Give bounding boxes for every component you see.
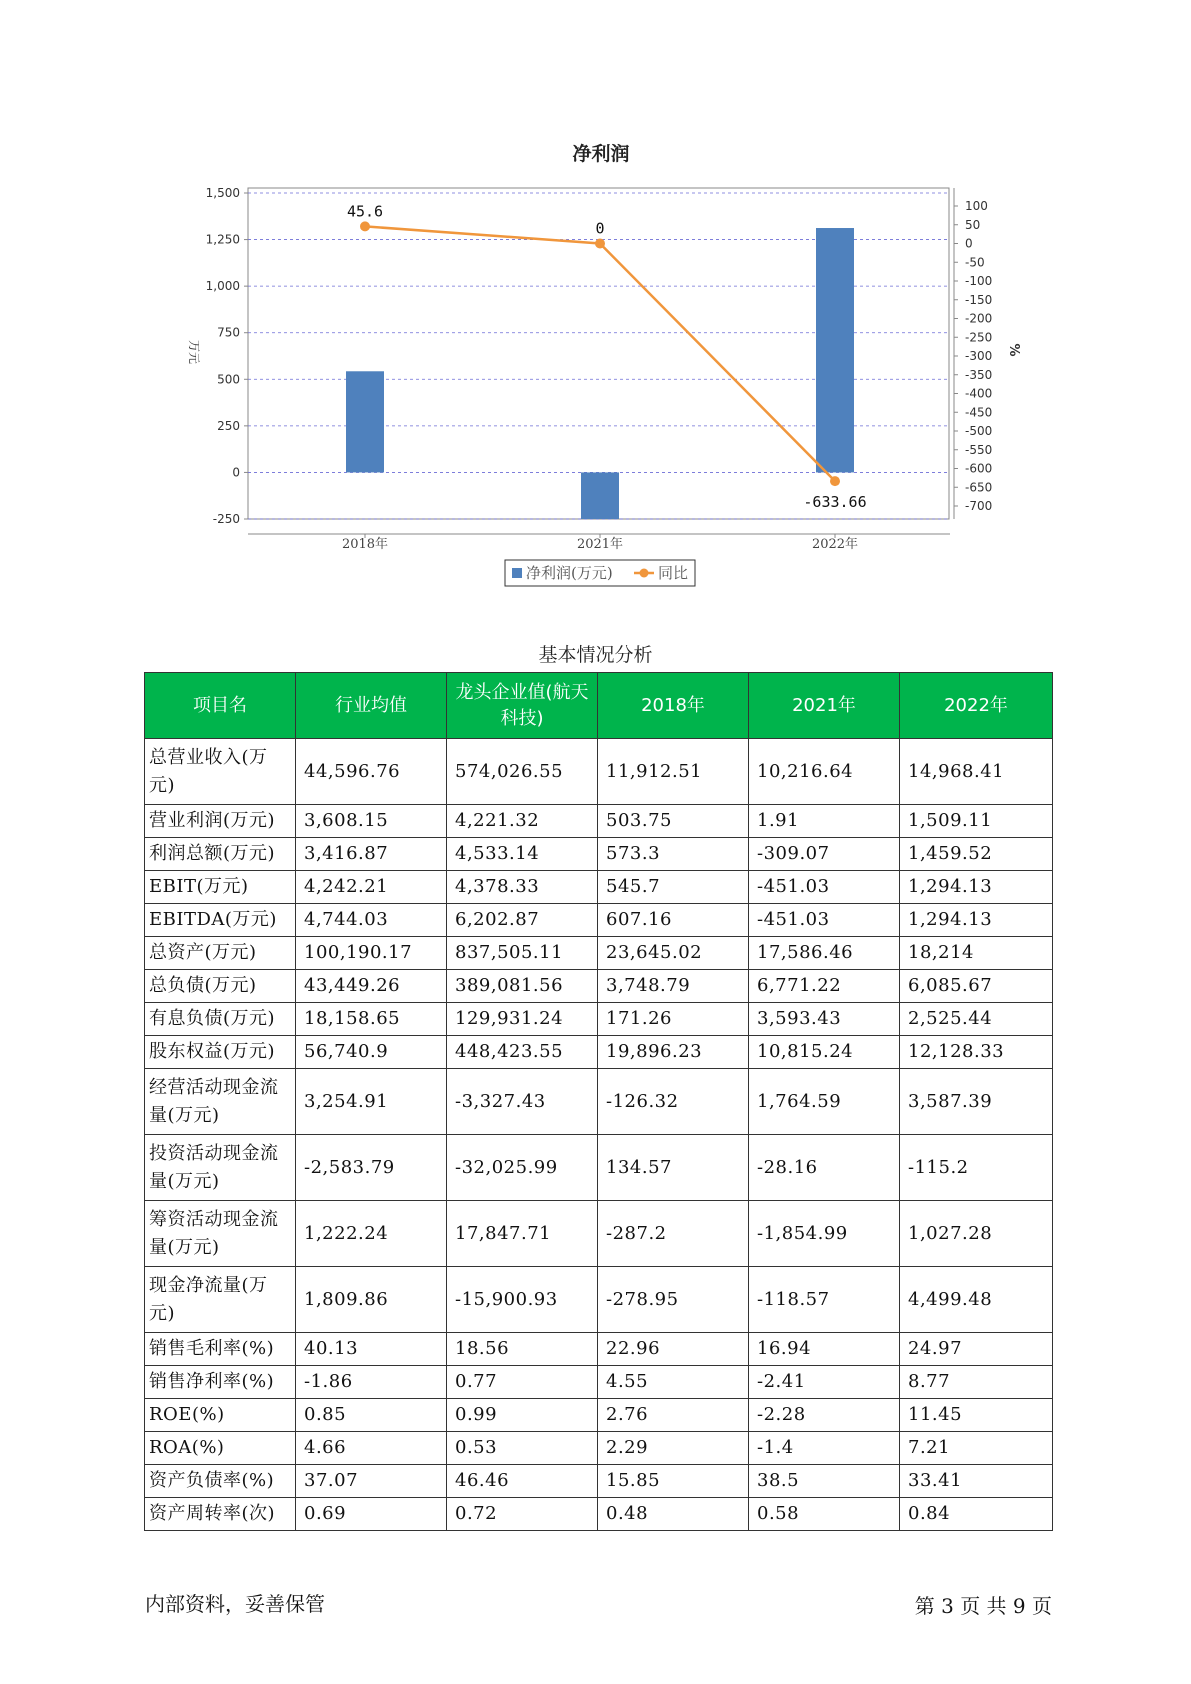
table-cell: 1,294.13 xyxy=(900,871,1053,904)
y-tick-label-right: 0 xyxy=(965,236,973,251)
table-cell: 1,222.24 xyxy=(296,1201,447,1267)
net-profit-chart xyxy=(0,0,1191,600)
table-row xyxy=(145,1432,1053,1465)
table-row xyxy=(145,1498,1053,1531)
legend-line-label: 同比 xyxy=(658,564,689,582)
table-cell: 0.48 xyxy=(598,1498,749,1531)
table-cell: 0.84 xyxy=(900,1498,1053,1531)
table-cell: -28.16 xyxy=(749,1135,900,1201)
table-cell: 1,509.11 xyxy=(900,805,1053,838)
table-cell: 11.45 xyxy=(900,1399,1053,1432)
row-label: 总资产(万元) xyxy=(145,937,296,970)
table-row xyxy=(145,970,1053,1003)
yoy-line xyxy=(365,226,835,481)
table-row xyxy=(145,1135,1053,1201)
table-cell: 3,254.91 xyxy=(296,1069,447,1135)
column-header: 2018年 xyxy=(598,673,749,739)
row-label: 总营业收入(万元) xyxy=(145,739,296,805)
row-label: 资产周转率(次) xyxy=(145,1498,296,1531)
y-axis-title-right: % xyxy=(1006,343,1021,357)
table-row xyxy=(145,1267,1053,1333)
table-cell: -15,900.93 xyxy=(447,1267,598,1333)
table-cell: 0.53 xyxy=(447,1432,598,1465)
table-cell: 22.96 xyxy=(598,1333,749,1366)
table-cell: -2,583.79 xyxy=(296,1135,447,1201)
table-cell: 37.07 xyxy=(296,1465,447,1498)
column-header: 行业均值 xyxy=(296,673,447,739)
column-header: 龙头企业值(航天科技) xyxy=(447,673,598,739)
table-cell: -1,854.99 xyxy=(749,1201,900,1267)
y-tick-label-left: 250 xyxy=(217,418,240,433)
table-cell: 448,423.55 xyxy=(447,1036,598,1069)
table-row xyxy=(145,1069,1053,1135)
y-tick-label-left: -250 xyxy=(212,512,240,526)
table-row xyxy=(145,838,1053,871)
table-cell: 2,525.44 xyxy=(900,1003,1053,1036)
y-tick-label-right: -500 xyxy=(965,424,993,438)
x-tick-label: 2018年 xyxy=(341,537,389,552)
table-row xyxy=(145,1366,1053,1399)
table-cell: 11,912.51 xyxy=(598,739,749,805)
table-cell: 2.76 xyxy=(598,1399,749,1432)
y-tick-label-right: -350 xyxy=(965,367,993,382)
table-row xyxy=(145,805,1053,838)
table-cell: 4.55 xyxy=(598,1366,749,1399)
table-cell: -115.2 xyxy=(900,1135,1053,1201)
y-tick-label-right: -450 xyxy=(965,405,993,420)
column-header: 2021年 xyxy=(749,673,900,739)
net-profit-bar xyxy=(346,371,384,472)
table-title: 基本情况分析 xyxy=(538,644,653,666)
chart-title: 净利润 xyxy=(572,143,630,165)
table-cell: 389,081.56 xyxy=(447,970,598,1003)
table-cell: 17,586.46 xyxy=(749,937,900,970)
y-tick-label-left: 750 xyxy=(217,325,240,340)
table-cell: 1,809.86 xyxy=(296,1267,447,1333)
y-tick-label-right: -400 xyxy=(965,386,993,401)
table-cell: 4,744.03 xyxy=(296,904,447,937)
y-tick-label-right: -50 xyxy=(965,255,985,270)
table-row xyxy=(145,904,1053,937)
table-cell: 2.29 xyxy=(598,1432,749,1465)
table-cell: -3,327.43 xyxy=(447,1069,598,1135)
y-tick-label-right: -600 xyxy=(965,461,993,476)
table-cell: -126.32 xyxy=(598,1069,749,1135)
table-cell: 3,587.39 xyxy=(900,1069,1053,1135)
table-cell: 0.85 xyxy=(296,1399,447,1432)
table-cell: -32,025.99 xyxy=(447,1135,598,1201)
table-cell: -2.41 xyxy=(749,1366,900,1399)
table-cell: 1.91 xyxy=(749,805,900,838)
y-tick-label-left: 0 xyxy=(232,465,240,480)
table-cell: -287.2 xyxy=(598,1201,749,1267)
table-cell: 4,221.32 xyxy=(447,805,598,838)
y-tick-label-right: -550 xyxy=(965,442,993,457)
table-cell: 19,896.23 xyxy=(598,1036,749,1069)
table-cell: 40.13 xyxy=(296,1333,447,1366)
table-header-row xyxy=(145,673,1053,739)
row-label: 利润总额(万元) xyxy=(145,838,296,871)
column-header: 项目名 xyxy=(145,673,296,739)
y-axis-title-left: 万元 xyxy=(187,339,201,365)
table-cell: 7.21 xyxy=(900,1432,1053,1465)
y-tick-label-right: -200 xyxy=(965,311,993,326)
table-cell: 16.94 xyxy=(749,1333,900,1366)
table-cell: 0.72 xyxy=(447,1498,598,1531)
row-label: 资产负债率(%) xyxy=(145,1465,296,1498)
table-cell: 33.41 xyxy=(900,1465,1053,1498)
y-tick-label-left: 1,250 xyxy=(205,232,240,247)
table-cell: 4,242.21 xyxy=(296,871,447,904)
table-cell: 0.99 xyxy=(447,1399,598,1432)
table-row xyxy=(145,1201,1053,1267)
table-cell: 17,847.71 xyxy=(447,1201,598,1267)
table-cell: 6,202.87 xyxy=(447,904,598,937)
y-tick-label-right: -100 xyxy=(965,274,993,288)
table-cell: 46.46 xyxy=(447,1465,598,1498)
y-tick-label-left: 1,500 xyxy=(205,186,240,200)
row-label: ROA(%) xyxy=(145,1432,296,1465)
table-cell: 573.3 xyxy=(598,838,749,871)
analysis-table xyxy=(144,672,1053,1531)
table-cell: -451.03 xyxy=(749,904,900,937)
row-label: 股东权益(万元) xyxy=(145,1036,296,1069)
y-tick-label-right: 100 xyxy=(965,199,988,213)
row-label: 现金净流量(万元) xyxy=(145,1267,296,1333)
table-row xyxy=(145,1399,1053,1432)
table-cell: 6,771.22 xyxy=(749,970,900,1003)
table-cell: 0.77 xyxy=(447,1366,598,1399)
table-cell: 171.26 xyxy=(598,1003,749,1036)
x-tick-label: 2021年 xyxy=(576,537,624,552)
y-tick-label-right: -650 xyxy=(965,480,993,495)
table-cell: 3,748.79 xyxy=(598,970,749,1003)
table-cell: 3,608.15 xyxy=(296,805,447,838)
table-cell: 503.75 xyxy=(598,805,749,838)
table-cell: 8.77 xyxy=(900,1366,1053,1399)
y-tick-label-right: -250 xyxy=(965,330,993,345)
yoy-point xyxy=(830,476,840,486)
table-cell: 6,085.67 xyxy=(900,970,1053,1003)
table-cell: -278.95 xyxy=(598,1267,749,1333)
table-cell: 24.97 xyxy=(900,1333,1053,1366)
column-header: 2022年 xyxy=(900,673,1053,739)
table-cell: 44,596.76 xyxy=(296,739,447,805)
table-cell: 38.5 xyxy=(749,1465,900,1498)
row-label: 营业利润(万元) xyxy=(145,805,296,838)
table-cell: 545.7 xyxy=(598,871,749,904)
net-profit-bar xyxy=(816,228,854,472)
x-tick-label: 2022年 xyxy=(811,537,859,552)
table-cell: 129,931.24 xyxy=(447,1003,598,1036)
table-cell: 0.58 xyxy=(749,1498,900,1531)
yoy-data-label: 0 xyxy=(595,219,605,238)
footer-confidential-note: 内部资料，妥善保管 xyxy=(145,1592,325,1616)
y-tick-label-left: 1,000 xyxy=(205,279,240,294)
row-label: 总负债(万元) xyxy=(145,970,296,1003)
row-label: 有息负债(万元) xyxy=(145,1003,296,1036)
table-cell: -2.28 xyxy=(749,1399,900,1432)
table-cell: 100,190.17 xyxy=(296,937,447,970)
table-cell: -1.86 xyxy=(296,1366,447,1399)
table-cell: 3,593.43 xyxy=(749,1003,900,1036)
legend-bar-swatch xyxy=(512,568,522,578)
table-row xyxy=(145,871,1053,904)
table-cell: 23,645.02 xyxy=(598,937,749,970)
row-label: 筹资活动现金流量(万元) xyxy=(145,1201,296,1267)
yoy-data-label: 45.6 xyxy=(346,202,384,221)
table-cell: 43,449.26 xyxy=(296,970,447,1003)
yoy-point xyxy=(595,239,605,249)
y-tick-label-right: -700 xyxy=(965,499,993,513)
table-cell: 56,740.9 xyxy=(296,1036,447,1069)
yoy-point xyxy=(360,221,370,231)
table-row xyxy=(145,1465,1053,1498)
table-row xyxy=(145,937,1053,970)
table-cell: 837,505.11 xyxy=(447,937,598,970)
table-cell: -309.07 xyxy=(749,838,900,871)
table-cell: 14,968.41 xyxy=(900,739,1053,805)
table-cell: 4,533.14 xyxy=(447,838,598,871)
row-label: 经营活动现金流量(万元) xyxy=(145,1069,296,1135)
y-tick-label-right: 50 xyxy=(965,217,981,232)
y-tick-label-right: -300 xyxy=(965,349,993,363)
table-cell: 1,459.52 xyxy=(900,838,1053,871)
table-cell: 4.66 xyxy=(296,1432,447,1465)
table-cell: 3,416.87 xyxy=(296,838,447,871)
table-cell: -1.4 xyxy=(749,1432,900,1465)
table-cell: 1,294.13 xyxy=(900,904,1053,937)
table-cell: 18,214 xyxy=(900,937,1053,970)
table-cell: 18,158.65 xyxy=(296,1003,447,1036)
row-label: 投资活动现金流量(万元) xyxy=(145,1135,296,1201)
table-cell: 10,815.24 xyxy=(749,1036,900,1069)
table-cell: -451.03 xyxy=(749,871,900,904)
table-row xyxy=(145,1333,1053,1366)
table-cell: 0.69 xyxy=(296,1498,447,1531)
row-label: ROE(%) xyxy=(145,1399,296,1432)
table-cell: 574,026.55 xyxy=(447,739,598,805)
table-cell: 12,128.33 xyxy=(900,1036,1053,1069)
row-label: 销售毛利率(%) xyxy=(145,1333,296,1366)
net-profit-bar xyxy=(581,472,619,519)
table-cell: 134.57 xyxy=(598,1135,749,1201)
table-cell: 15.85 xyxy=(598,1465,749,1498)
y-tick-label-right: -150 xyxy=(965,292,993,307)
table-cell: 1,027.28 xyxy=(900,1201,1053,1267)
table-cell: 4,499.48 xyxy=(900,1267,1053,1333)
table-row xyxy=(145,1036,1053,1069)
table-cell: 18.56 xyxy=(447,1333,598,1366)
table-row xyxy=(145,739,1053,805)
table-cell: 607.16 xyxy=(598,904,749,937)
row-label: EBITDA(万元) xyxy=(145,904,296,937)
legend-line-marker xyxy=(640,569,649,578)
y-tick-label-left: 500 xyxy=(217,372,240,387)
table-row xyxy=(145,1003,1053,1036)
footer-page-number: 第 3 页 共 9 页 xyxy=(914,1594,1052,1618)
row-label: 销售净利率(%) xyxy=(145,1366,296,1399)
table-cell: 1,764.59 xyxy=(749,1069,900,1135)
table-cell: 4,378.33 xyxy=(447,871,598,904)
yoy-data-label: -633.66 xyxy=(803,493,867,512)
row-label: EBIT(万元) xyxy=(145,871,296,904)
legend-bar-label: 净利润(万元) xyxy=(526,564,613,582)
table-cell: -118.57 xyxy=(749,1267,900,1333)
table-cell: 10,216.64 xyxy=(749,739,900,805)
